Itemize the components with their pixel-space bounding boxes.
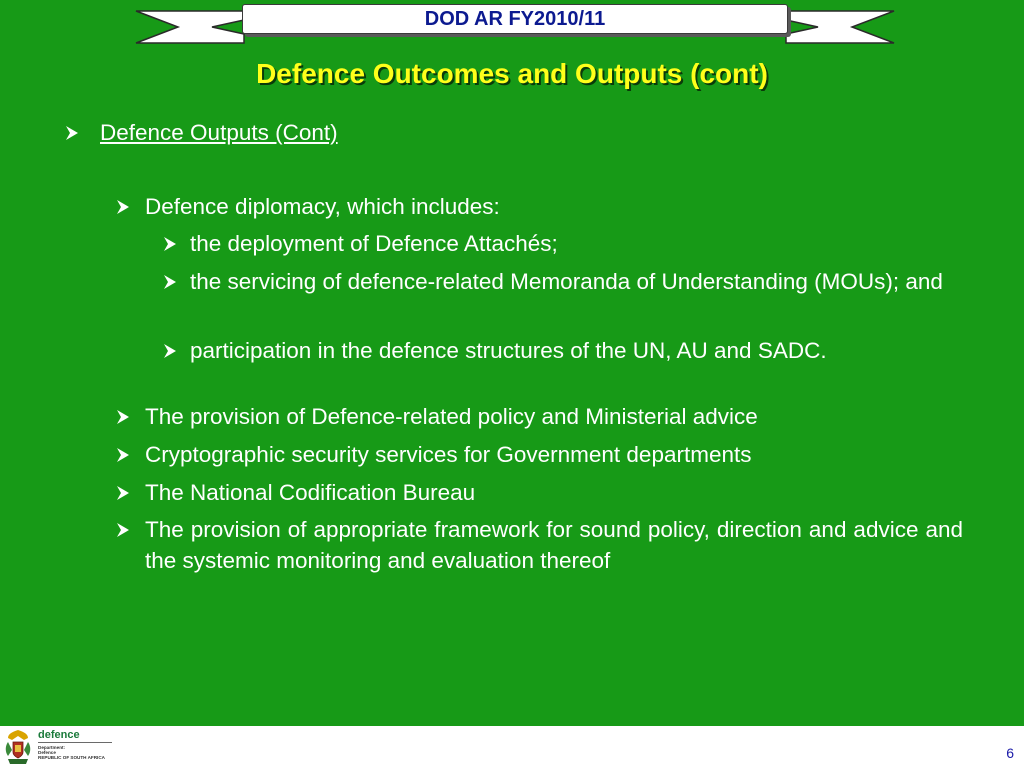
header-banner: [242, 4, 788, 34]
bullet-item: [115, 514, 963, 576]
arrow-bullet-icon: [162, 236, 178, 252]
bullet-text: Defence diplomacy, which includes:: [145, 194, 500, 219]
slide-title: Defence Outcomes and Outputs (cont): [256, 58, 768, 89]
banner-right-wing-icon: [772, 10, 896, 44]
page-number: 6: [1006, 745, 1014, 761]
sub-bullet-item: [162, 228, 962, 259]
arrow-bullet-icon: [64, 125, 80, 141]
bullet-text: The National Codification Bureau: [145, 480, 476, 505]
sub-bullet-item: [162, 335, 962, 366]
section-heading-link[interactable]: Defence Outputs (Cont): [100, 120, 338, 145]
sub-bullet-text: the deployment of Defence Attachés;: [190, 231, 558, 256]
bullet-text: Cryptographic security services for Government departments: [145, 442, 752, 467]
arrow-bullet-icon: [115, 485, 131, 501]
bullet-item: [115, 439, 965, 470]
header-banner-text: DOD AR FY2010/11: [424, 7, 606, 30]
bullet-heading: [64, 117, 338, 148]
arrow-bullet-icon: [115, 409, 131, 425]
footer-divider: [38, 742, 112, 743]
arrow-bullet-icon: [162, 274, 178, 290]
arrow-bullet-icon: [115, 522, 131, 538]
coat-of-arms-icon: [2, 728, 34, 766]
bullet-text: The provision of Defence-related policy and Ministerial advice: [145, 404, 758, 429]
arrow-bullet-icon: [115, 447, 131, 463]
footer-sub2: Defence: [38, 750, 56, 755]
sub-bullet-text: the servicing of defence-related Memoranda of Understanding (MOUs); and: [190, 269, 943, 294]
banner-left-wing-icon: [134, 10, 254, 44]
footer-sub3: REPUBLIC OF SOUTH AFRICA: [38, 755, 105, 760]
bullet-text: The provision of appropriate framework for sound policy, direction and advice and the systemic monitoring and evaluation thereof: [145, 517, 963, 573]
bullet-item: [115, 191, 965, 222]
sub-bullet-text: participation in the defence structures of the UN, AU and SADC.: [190, 338, 827, 363]
arrow-bullet-icon: [115, 199, 131, 215]
bullet-item: [115, 401, 965, 432]
footer-org-name: defence: [38, 729, 80, 741]
sub-bullet-item: [162, 266, 962, 297]
footer-sub1: Department:: [38, 745, 66, 750]
arrow-bullet-icon: [162, 343, 178, 359]
bullet-item: [115, 477, 965, 508]
footer: [0, 726, 1024, 768]
